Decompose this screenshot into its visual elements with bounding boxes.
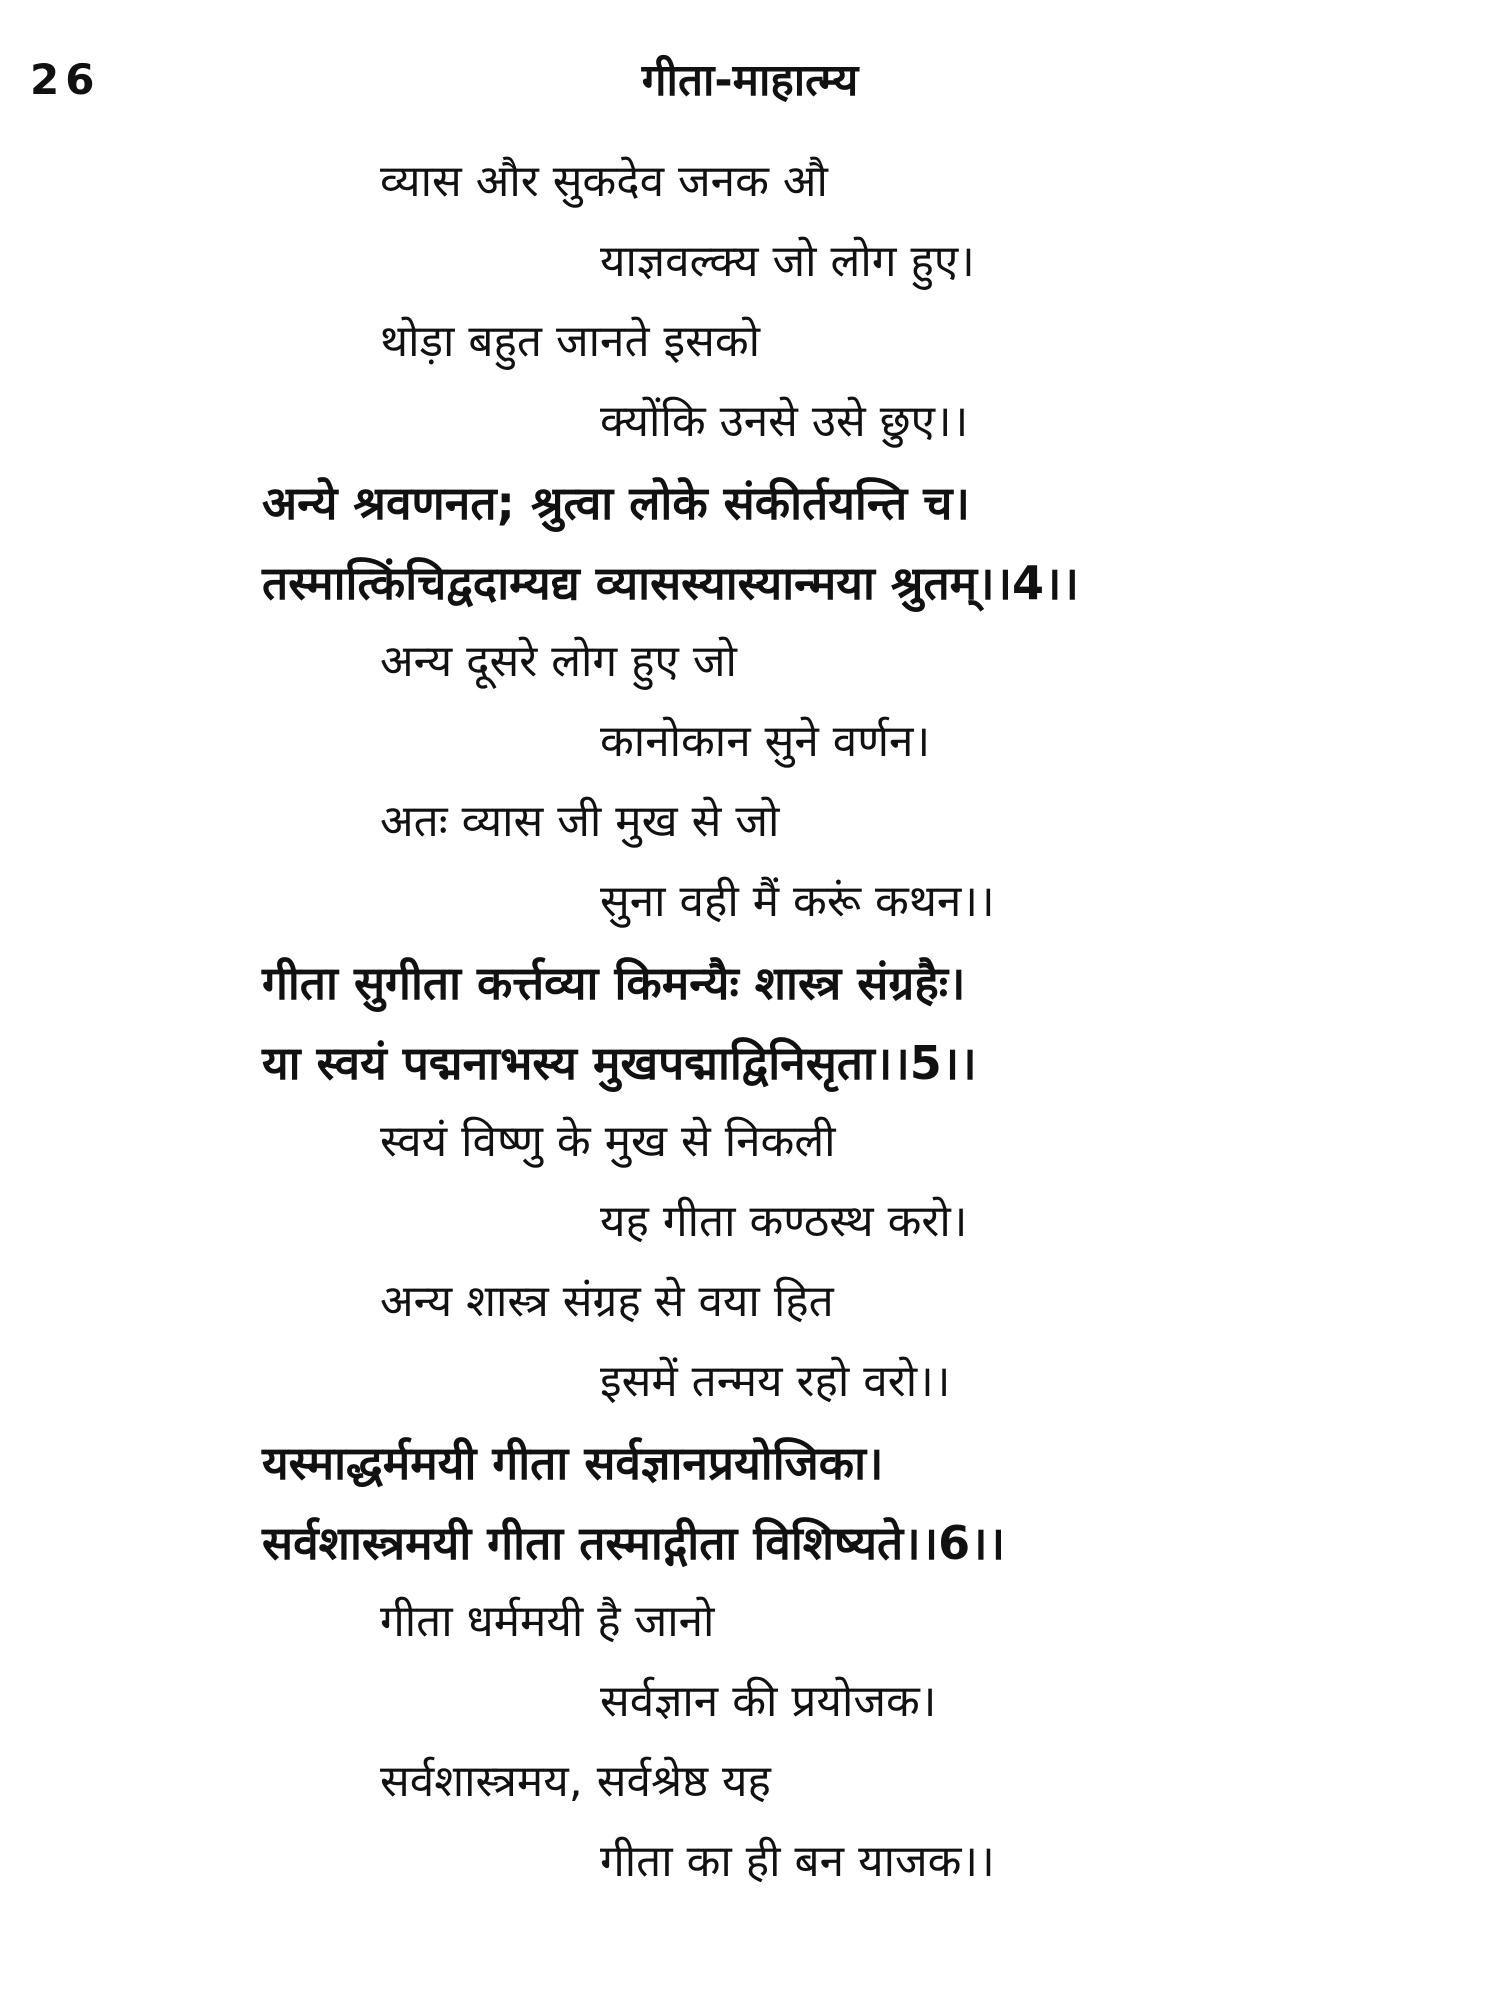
page-number: 26 (30, 55, 101, 104)
hindi-line: व्यास और सुकदेव जनक औ (380, 156, 828, 207)
sanskrit-verse-line: या स्वयं पद्मनाभस्य मुखपद्माद्विनिसृता।।5।। (262, 1036, 977, 1090)
hindi-line: अतः व्यास जी मुख से जो (380, 796, 780, 847)
hindi-line: अन्य शास्त्र संग्रह से वया हित (380, 1276, 834, 1327)
hindi-line: कानोकान सुने वर्णन। (600, 716, 931, 767)
running-title: गीता-माहात्म्य (641, 55, 859, 106)
hindi-line: अन्य दूसरे लोग हुए जो (380, 636, 737, 687)
sanskrit-verse-line: यस्माद्धर्ममयी गीता सर्वज्ञानप्रयोजिका। (262, 1436, 884, 1490)
sanskrit-verse-line: तस्मात्किंचिद्वदाम्यद्य व्यासस्यास्यान्मया श्रुतम्।।4।। (262, 556, 1079, 610)
hindi-line: याज्ञवल्क्य जो लोग हुए। (600, 236, 975, 287)
hindi-line: यह गीता कण्ठस्थ करो। (600, 1196, 968, 1247)
hindi-line: स्वयं विष्णु के मुख से निकली (380, 1116, 836, 1167)
hindi-line: गीता धर्ममयी है जानो (380, 1596, 715, 1647)
hindi-line: क्योंकि उनसे उसे छुए।। (600, 396, 969, 447)
hindi-line: सुना वही मैं करूं कथन।। (600, 876, 995, 927)
hindi-line: इसमें तन्मय रहो वरो।। (600, 1356, 951, 1407)
sanskrit-verse-line: अन्ये श्रवणनत; श्रुत्वा लोके संकीर्तयन्ति च। (262, 476, 970, 530)
hindi-line: थोड़ा बहुत जानते इसको (380, 316, 761, 367)
hindi-line: सर्वज्ञान की प्रयोजक। (600, 1676, 937, 1727)
hindi-line: गीता का ही बन याजक।। (600, 1836, 995, 1887)
sanskrit-verse-line: गीता सुगीता कर्त्तव्या किमन्यैः शास्त्र संग्रहैः। (262, 956, 966, 1010)
hindi-line: सर्वशास्त्रमय, सर्वश्रेष्ठ यह (380, 1756, 771, 1807)
sanskrit-verse-line: सर्वशास्त्रमयी गीता तस्माद्गीता विशिष्यते।।6।। (262, 1516, 1006, 1570)
